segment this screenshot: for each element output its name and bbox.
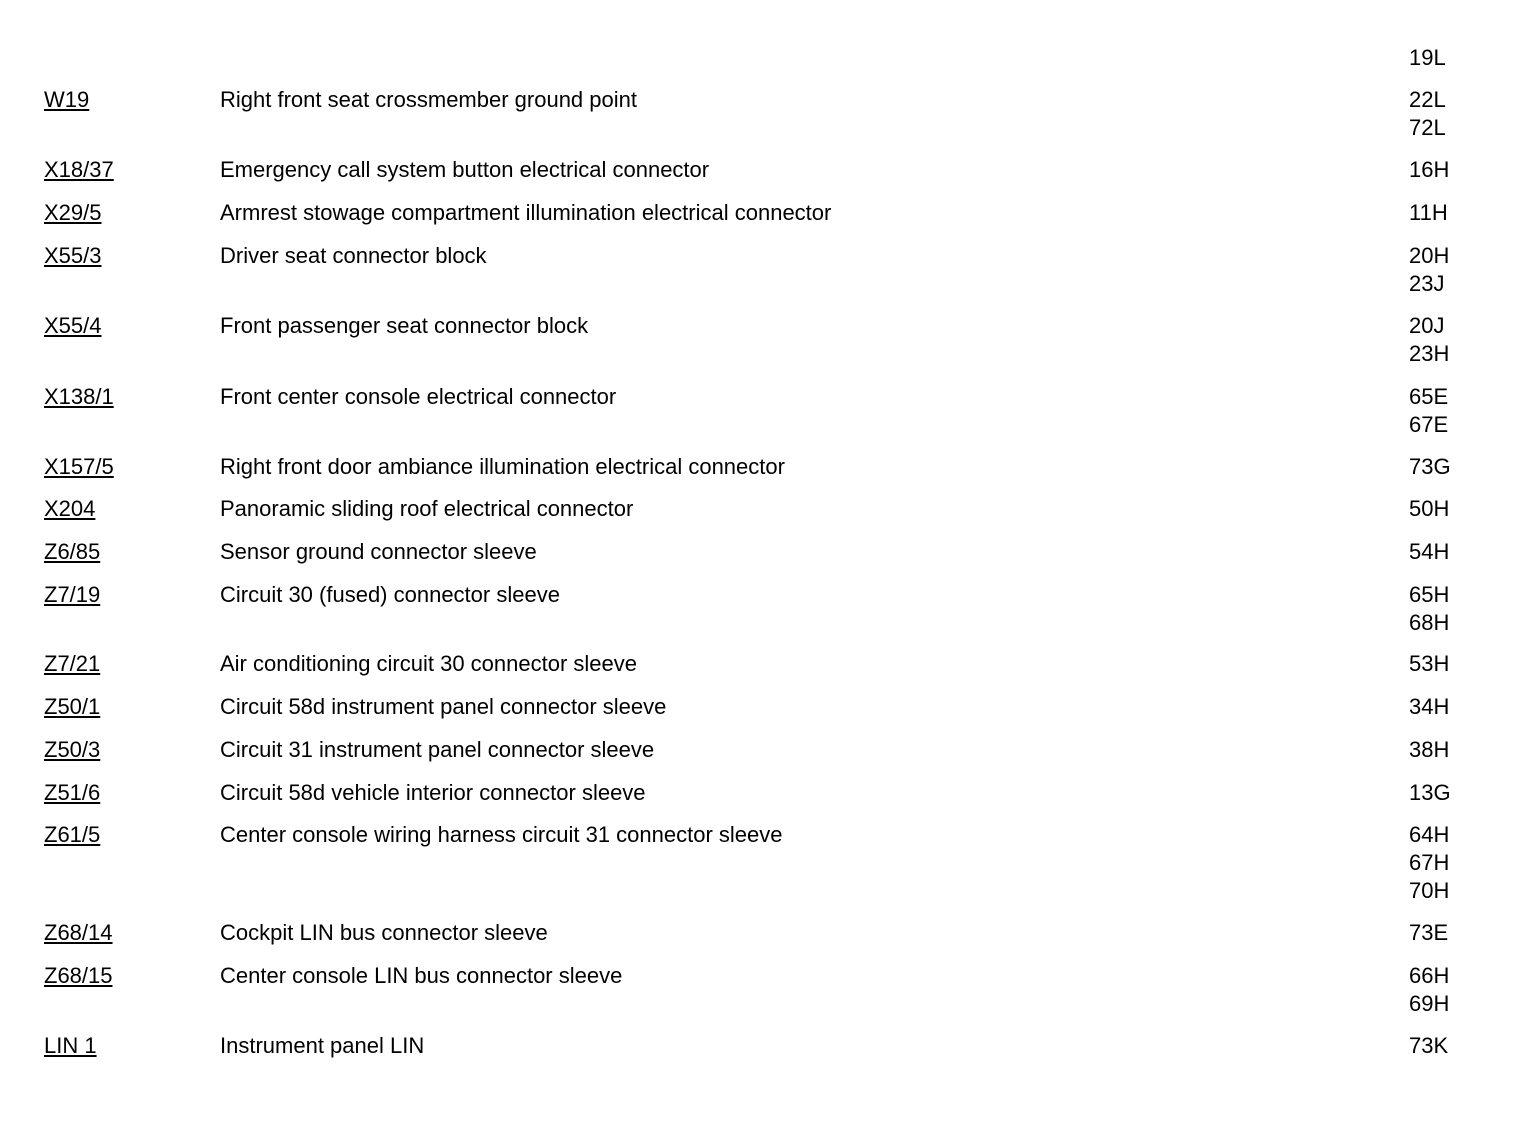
grid-reference: 53H [1409, 651, 1450, 676]
grid-reference: 34H [1409, 694, 1450, 719]
grid-reference: 16H [1409, 157, 1450, 182]
continued-reference: 19L [1409, 45, 1446, 70]
grid-references [1409, 86, 1446, 142]
component-description: Center console LIN bus connector sleeve [220, 963, 623, 988]
grid-references [1409, 495, 1449, 523]
grid-reference: 73G [1409, 454, 1451, 479]
grid-reference: 64H [1409, 822, 1450, 847]
component-description: Driver seat connector block [220, 243, 487, 268]
grid-reference: 68H [1409, 610, 1450, 635]
component-description: Circuit 31 instrument panel connector sleeve [220, 737, 655, 762]
grid-reference: 73K [1409, 1033, 1449, 1058]
component-description: Right front door ambiance illumination electrical connector [220, 454, 785, 479]
grid-references [1409, 779, 1451, 807]
component-code-link[interactable]: X29/5 [44, 200, 102, 225]
component-description: Front passenger seat connector block [220, 313, 589, 338]
grid-reference: 20H [1409, 243, 1450, 268]
grid-reference: 23H [1409, 341, 1450, 366]
component-code-link[interactable]: Z68/15 [44, 963, 113, 988]
grid-reference: 72L [1409, 115, 1446, 140]
grid-reference: 22L [1409, 87, 1446, 112]
component-code-link[interactable]: X157/5 [44, 454, 114, 479]
component-code-link[interactable]: Z7/19 [44, 582, 101, 607]
component-description: Center console wiring harness circuit 31 connector sleeve [220, 822, 783, 847]
grid-references [1409, 156, 1449, 184]
component-code-link[interactable]: Z50/3 [44, 737, 101, 762]
grid-references [1409, 693, 1449, 721]
grid-reference: 73E [1409, 920, 1449, 945]
component-description: Instrument panel LIN [220, 1033, 425, 1058]
grid-reference: 65H [1409, 582, 1450, 607]
grid-references [1409, 242, 1449, 298]
component-code-link[interactable]: Z68/14 [44, 920, 113, 945]
grid-references [1409, 1032, 1448, 1060]
grid-reference: 67H [1409, 850, 1450, 875]
grid-references [1409, 962, 1449, 1018]
component-code-link[interactable]: Z61/5 [44, 822, 101, 847]
grid-references [1409, 538, 1449, 566]
component-description: Armrest stowage compartment illumination electrical connector [220, 200, 832, 225]
grid-references [1409, 919, 1448, 947]
component-description: Air conditioning circuit 30 connector sleeve [220, 651, 638, 676]
component-code-link[interactable]: Z7/21 [44, 651, 101, 676]
grid-reference: 67E [1409, 412, 1449, 437]
grid-reference: 13G [1409, 780, 1451, 805]
component-description: Sensor ground connector sleeve [220, 539, 537, 564]
component-description: Emergency call system button electrical connector [220, 157, 710, 182]
component-code-link[interactable]: X55/3 [44, 243, 102, 268]
component-code-link[interactable]: Z50/1 [44, 694, 101, 719]
grid-reference: 54H [1409, 539, 1450, 564]
grid-references [1409, 650, 1449, 678]
component-description: Panoramic sliding roof electrical connector [220, 496, 634, 521]
grid-reference: 23J [1409, 271, 1445, 296]
grid-reference: 50H [1409, 496, 1450, 521]
grid-references [1409, 736, 1449, 764]
component-description: Circuit 30 (fused) connector sleeve [220, 582, 560, 607]
component-description: Circuit 58d instrument panel connector sleeve [220, 694, 667, 719]
component-code-link[interactable]: X18/37 [44, 157, 114, 182]
component-code-link[interactable]: X204 [44, 496, 96, 521]
component-code-link[interactable]: X138/1 [44, 384, 114, 409]
grid-reference: 66H [1409, 963, 1450, 988]
grid-reference: 38H [1409, 737, 1450, 762]
grid-references [1409, 383, 1448, 439]
component-code-link[interactable]: X55/4 [44, 313, 102, 338]
component-code-link[interactable]: LIN 1 [44, 1033, 97, 1058]
grid-references [1409, 453, 1451, 481]
component-description: Cockpit LIN bus connector sleeve [220, 920, 548, 945]
component-description: Front center console electrical connector [220, 384, 617, 409]
grid-reference: 20J [1409, 313, 1445, 338]
grid-reference: 69H [1409, 991, 1450, 1016]
component-code-link[interactable]: W19 [44, 87, 90, 112]
grid-reference: 70H [1409, 878, 1450, 903]
grid-references [1409, 199, 1448, 227]
component-description: Circuit 58d vehicle interior connector sleeve [220, 780, 646, 805]
grid-references [1409, 581, 1449, 637]
component-code-link[interactable]: Z51/6 [44, 780, 101, 805]
component-description: Right front seat crossmember ground point [220, 87, 637, 112]
grid-reference: 11H [1409, 200, 1448, 225]
grid-references [1409, 821, 1449, 905]
component-code-link[interactable]: Z6/85 [44, 539, 101, 564]
grid-reference: 65E [1409, 384, 1449, 409]
grid-references [1409, 312, 1449, 368]
